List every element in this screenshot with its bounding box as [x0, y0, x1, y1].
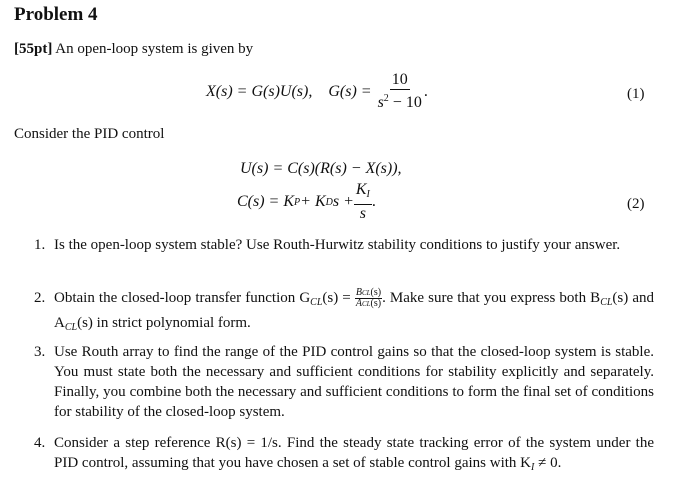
item-2-frac-den-sub: CL [361, 300, 371, 309]
item-2-text-a: Obtain the closed-loop transfer function G [54, 290, 311, 306]
item-1-label: 1. [34, 237, 46, 253]
item-2-frac-num-sub: CL [361, 289, 371, 298]
eq2-ki-den: s [359, 205, 366, 222]
equation-2-line-1: U(s) = C(s)(R(s) − X(s)), [240, 160, 402, 177]
eq1-g-label: G(s) = [328, 82, 372, 100]
item-2-frac-num-var: B [355, 287, 362, 299]
item-4-text-b: ≠ 0. [534, 455, 562, 471]
equation-number-2: (2) [627, 196, 645, 212]
eq1-den-var: s [377, 94, 384, 111]
item-2-text-b: (s) = [322, 290, 355, 306]
eq1-fraction [376, 72, 424, 111]
item-2-frac-den-tail: (s) [370, 298, 382, 310]
eq1-den-exp: 2 [383, 93, 389, 104]
eq2-s-term: s + [332, 193, 354, 210]
eq2-c-lhs: C(s) = K [237, 193, 295, 210]
item-2-text-e: (s) in strict polynomial form. [77, 315, 251, 331]
problem-intro [14, 41, 253, 58]
item-2-text-d: (s) and A [54, 290, 654, 331]
item-3-text: Use Routh array to find the range of the PID control gains so that the closed-loop system is stable. You must state both the necessary and sufficient conditions for stability explicitly and separately. Finally, you combine both the necessary and sufficient conditions to form the final set of conditions for stability of the closed-loop system. [54, 344, 654, 420]
consider-text: Consider the PID control [14, 126, 165, 142]
item-2-fraction [355, 288, 382, 309]
item-4-text [54, 433, 654, 478]
item-1-text: Is the open-loop system stable? Use Routh-Hurwitz stability conditions to justify your answer. [54, 237, 621, 253]
points-label: [55pt] [14, 41, 53, 57]
item-2-text [54, 288, 654, 338]
eq1-numerator: 10 [391, 71, 408, 88]
question-item-4 [34, 433, 654, 478]
question-item-2 [34, 288, 654, 338]
item-2-frac-den-var: A [355, 298, 362, 310]
question-item-1 [34, 235, 654, 255]
eq1-denominator [376, 90, 424, 111]
item-2-sub-cl: CL [310, 297, 323, 308]
equation-number-1: (1) [627, 86, 645, 102]
question-item-3 [34, 342, 654, 422]
item-3-label: 3. [34, 344, 46, 360]
eq2-trail: . [371, 193, 376, 210]
item-2-sub-cl-a: CL [64, 322, 78, 333]
item-2-text-c: . Make sure that you express both B [382, 290, 601, 306]
equation-1 [206, 72, 428, 111]
eq2-sub-d: D [325, 196, 333, 208]
item-2-frac-den [355, 299, 382, 309]
item-4-text-a: Consider a step reference R(s) = 1/s. Find the steady state tracking error of the system under the PID control, assuming that you have chosen a set of stable control gains with K [54, 435, 654, 471]
item-2-frac-num-tail: (s) [370, 287, 382, 299]
eq1-den-const: − 10 [388, 94, 422, 111]
item-2-sub-cl-b: CL [600, 297, 613, 308]
eq1-trail: . [423, 82, 428, 100]
equation-2-line-2 [237, 182, 376, 222]
eq1-lhs: X(s) = G(s)U(s), [206, 82, 313, 100]
problem-title: Problem 4 [14, 4, 98, 25]
intro-text: An open-loop system is given by [52, 41, 254, 57]
eq2-sub-i: I [366, 189, 370, 200]
eq2-plus-kd: + K [300, 193, 326, 210]
item-2-label: 2. [34, 290, 46, 306]
item-4-label: 4. [34, 435, 46, 451]
eq2-sub-p: P [294, 196, 301, 208]
eq2-ki-fraction [354, 182, 372, 222]
item-4-sub-i: I [531, 462, 535, 473]
eq2-ki-var: K [355, 181, 367, 198]
eq2-ki-num [354, 182, 372, 205]
